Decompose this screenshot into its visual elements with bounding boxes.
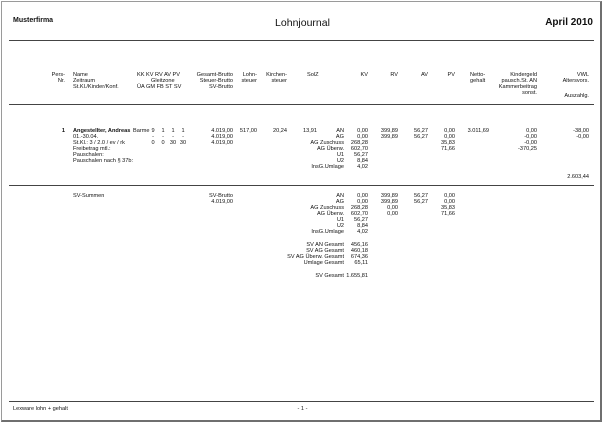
col-rv: RV xyxy=(390,72,398,78)
col-name-3: St.Kl./Kinder/Konf. xyxy=(73,84,119,90)
code-3-4: 30 xyxy=(179,140,187,146)
report-period: April 2010 xyxy=(545,17,593,28)
col-lohnsteuer-2: steuer xyxy=(241,78,257,84)
sv-row-pv: 35,83 xyxy=(441,140,455,146)
total-value: 456,16 xyxy=(350,242,368,248)
sum-row-label: AG xyxy=(335,199,344,205)
sum-row-rv: 0,00 xyxy=(387,211,398,217)
col-lohnsteuer-1: Lohn- xyxy=(242,72,257,78)
col-gesamt-3: SV-Brutto xyxy=(209,84,233,90)
sv-gesamt-label: SV Gesamt xyxy=(315,273,344,279)
sv-row-pv: 0,00 xyxy=(444,128,455,134)
footer-software: Lexware lohn + gehalt xyxy=(13,406,68,412)
total-value: 460,18 xyxy=(350,248,368,254)
employee-nr: 1 xyxy=(61,128,65,134)
col-pv: PV xyxy=(447,72,455,78)
sv-row-label: InsG.Umlage xyxy=(311,164,344,170)
total-label: SV AN Gesamt xyxy=(306,242,344,248)
code-1-4: 1 xyxy=(181,128,185,134)
code-1-1: 9 xyxy=(151,128,155,134)
col-kk-3: ÜA GM FB ST SV xyxy=(137,84,182,90)
employee-gesamt-brutto: 4.019,00 xyxy=(211,128,233,134)
col-solz: SolZ xyxy=(307,72,319,78)
code-2-2: - xyxy=(162,134,164,140)
total-label: Umlage Gesamt xyxy=(303,260,344,266)
sum-row-rv: 399,89 xyxy=(380,199,398,205)
sv-row-pv: 0,00 xyxy=(444,134,455,140)
col-kindergeld-4: sonst. xyxy=(522,90,537,96)
employee-pauschalen37b: Pauschalen nach § 37b: xyxy=(73,158,134,164)
sum-row-kv: 602,70 xyxy=(350,211,368,217)
sv-row-kv: 0,00 xyxy=(357,134,368,140)
employee-freibetrag: Freibetrag mtl.: xyxy=(73,146,111,152)
header-divider xyxy=(9,40,594,41)
sum-row-label: AG Überw. xyxy=(316,211,344,217)
sv-row-label: U2 xyxy=(336,158,344,164)
employee-kasse: Barme xyxy=(133,128,150,134)
code-2-4: - xyxy=(182,134,184,140)
col-gesamt-2: Steuer-Brutto xyxy=(199,78,233,84)
sv-row-label: AN xyxy=(336,128,344,134)
column-header-divider xyxy=(9,104,594,105)
sum-row-label: AG Zuschuss xyxy=(310,205,344,211)
col-kv: KV xyxy=(360,72,368,78)
col-av: AV xyxy=(420,72,428,78)
employee-pauschalen: Pauschalen: xyxy=(73,152,104,158)
code-3-2: 0 xyxy=(161,140,165,146)
col-kindergeld-1: Kindergeld xyxy=(510,72,537,78)
sv-row-kv: 268,28 xyxy=(350,140,368,146)
footer-page-number: - 1 - xyxy=(297,406,308,412)
employee-stkl: St.Kl.: 3 / 2.0 / ev / rk xyxy=(73,140,125,146)
sv-row-label: AG Überw. xyxy=(316,146,344,152)
sv-row-kv: 0,00 xyxy=(357,128,368,134)
report-title: Lohnjournal xyxy=(275,17,330,29)
col-kk-1: KK KV RV AV PV xyxy=(137,72,181,78)
employee-netto: 3.011,69 xyxy=(467,128,489,134)
sum-row-pv: 71,66 xyxy=(441,211,455,217)
sum-row-av: 56,27 xyxy=(414,193,428,199)
col-vwl-1: VWL xyxy=(576,72,589,78)
sv-row-label: AG xyxy=(335,134,344,140)
sv-gesamt-value: 1.655,81 xyxy=(346,273,368,279)
employee-kirchensteuer: 20,24 xyxy=(273,128,287,134)
sum-row-pv: 0,00 xyxy=(444,199,455,205)
code-1-2: 1 xyxy=(161,128,165,134)
col-kindergeld-2: pausch.St. AN xyxy=(501,78,537,84)
sum-row-label: U2 xyxy=(336,223,344,229)
code-1-3: 1 xyxy=(171,128,175,134)
col-name-1: Name xyxy=(73,72,88,78)
sv-row-rv: 399,89 xyxy=(380,134,398,140)
footer-divider xyxy=(9,401,594,402)
employee-kindergeld: 0,00 xyxy=(526,128,537,134)
sum-row-kv: 8,84 xyxy=(357,223,368,229)
code-3-3: 30 xyxy=(169,140,177,146)
employee-auszahlung: 2.603,44 xyxy=(567,174,589,180)
col-pers-nr-2: Nr. xyxy=(57,78,65,84)
sum-row-kv: 0,00 xyxy=(357,193,368,199)
sv-row-kv: 8,84 xyxy=(357,158,368,164)
total-value: 65,11 xyxy=(354,260,368,266)
sum-row-rv: 0,00 xyxy=(387,205,398,211)
employee-altersvors: -0,00 xyxy=(576,134,589,140)
sum-row-rv: 399,89 xyxy=(380,193,398,199)
sum-row-label: U1 xyxy=(336,217,344,223)
col-netto-1: Netto- xyxy=(470,72,486,78)
employee-zeitraum: 01.-30.04. xyxy=(73,134,99,140)
sum-row-pv: 35,83 xyxy=(441,205,455,211)
col-kirchensteuer-2: steuer xyxy=(271,78,287,84)
employee-name: Angestellter, Andreas xyxy=(73,128,131,134)
summary-sv-brutto-label: SV-Brutto xyxy=(209,193,233,199)
sv-row-kv: 56,27 xyxy=(354,152,368,158)
col-vwl-4: Auszahlg. xyxy=(564,93,589,99)
col-pers-nr-1: Pers- xyxy=(51,72,65,78)
sv-row-label: U1 xyxy=(336,152,344,158)
employee-kammerbeitrag: -0,00 xyxy=(524,140,537,146)
employee-sv-brutto: 4.019,00 xyxy=(211,140,233,146)
employee-sonst: -370,25 xyxy=(518,146,537,152)
sum-row-kv: 4,02 xyxy=(357,229,368,235)
employee-steuer-brutto: 4.019,00 xyxy=(211,134,233,140)
employee-lohnsteuer: 517,00 xyxy=(239,128,257,134)
col-kk-2: Gleitzone xyxy=(151,78,175,84)
sv-row-label: AG Zuschuss xyxy=(310,140,344,146)
col-gesamt-1: Gesamt-Brutto xyxy=(196,72,233,78)
col-netto-2: gehalt xyxy=(470,78,486,84)
sum-row-kv: 0,00 xyxy=(357,199,368,205)
employee-solz: 13,91 xyxy=(303,128,317,134)
code-2-3: - xyxy=(172,134,174,140)
sv-row-av: 56,27 xyxy=(414,128,428,134)
employee-vwl: -38,00 xyxy=(573,128,589,134)
sv-row-pv: 71,66 xyxy=(441,146,455,152)
summary-label: SV-Summen xyxy=(73,193,105,199)
col-kindergeld-3: Kammerbeitrag xyxy=(498,84,537,90)
sv-row-kv: 4,02 xyxy=(357,164,368,170)
report-page xyxy=(1,1,602,422)
col-vwl-2: Altersvors. xyxy=(562,78,589,84)
total-value: 674,36 xyxy=(350,254,368,260)
sum-row-label: AN xyxy=(336,193,344,199)
sum-row-kv: 56,27 xyxy=(354,217,368,223)
employee-divider xyxy=(9,185,594,186)
sv-row-rv: 399,89 xyxy=(380,128,398,134)
sv-row-av: 56,27 xyxy=(414,134,428,140)
sum-row-kv: 268,28 xyxy=(350,205,368,211)
sum-row-label: InsG.Umlage xyxy=(311,229,344,235)
code-3-1: 0 xyxy=(151,140,155,146)
col-kirchensteuer-1: Kirchen- xyxy=(266,72,287,78)
summary-sv-brutto: 4.019,00 xyxy=(211,199,233,205)
total-label: SV AG Gesamt xyxy=(306,248,344,254)
sv-row-kv: 602,70 xyxy=(350,146,368,152)
total-label: SV AG Überw. Gesamt xyxy=(287,254,344,260)
code-2-1: - xyxy=(152,134,154,140)
company-name: Musterfirma xyxy=(13,17,54,24)
col-name-2: Zeitraum xyxy=(73,78,96,84)
sum-row-pv: 0,00 xyxy=(444,193,455,199)
sum-row-av: 56,27 xyxy=(414,199,428,205)
employee-pausch-st: -0,00 xyxy=(524,134,537,140)
